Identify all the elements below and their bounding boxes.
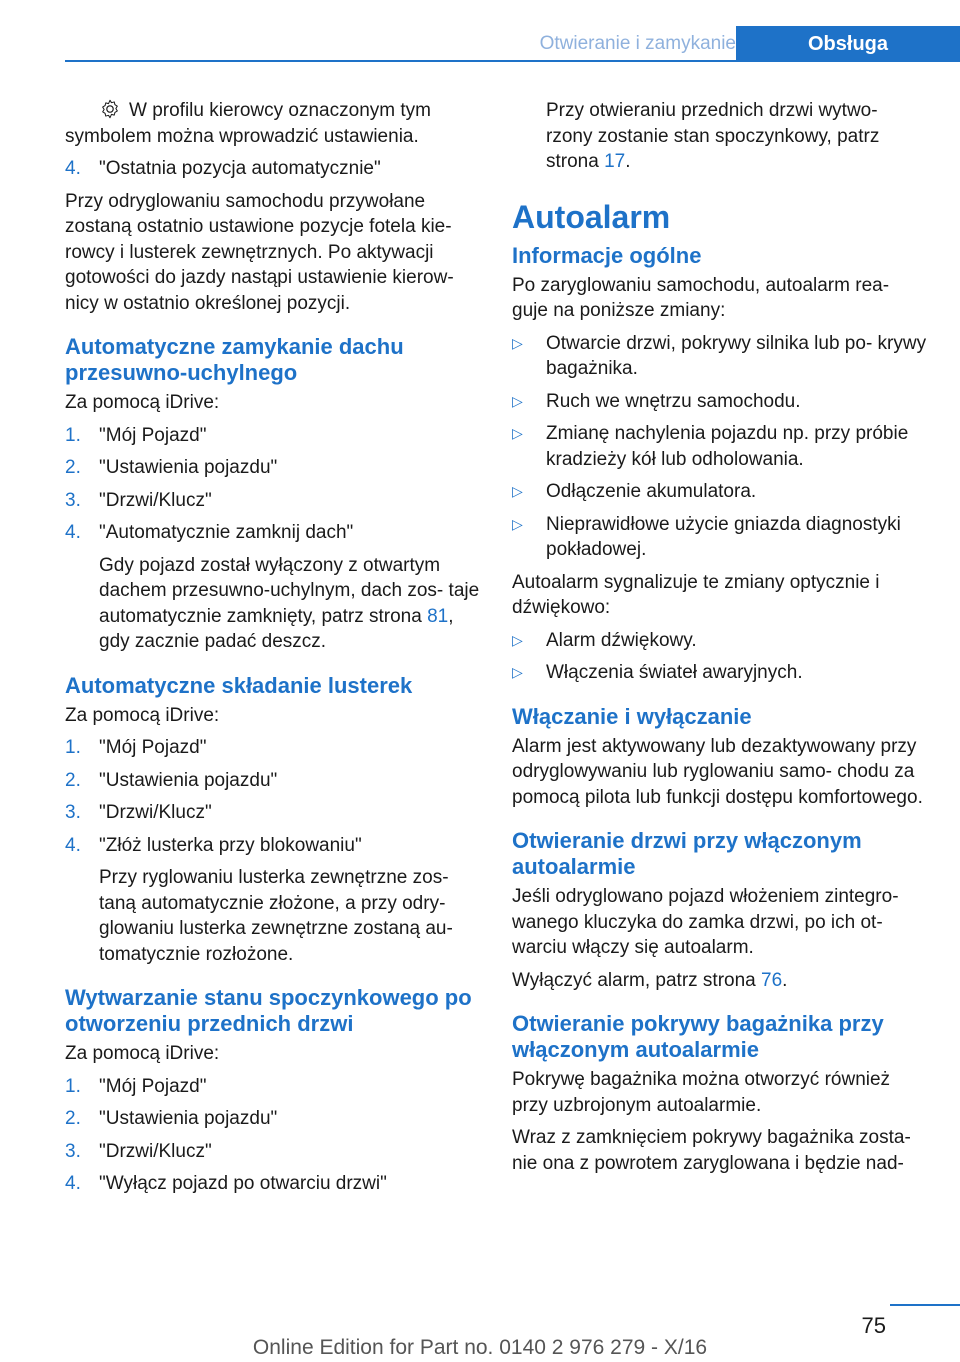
section-heading: Otwieranie pokrywy bagażnika przy włączonym autoalarmie [512, 1011, 884, 1062]
list-text: "Ustawienia pojazdu" [99, 769, 278, 791]
intro-paragraph [65, 98, 480, 149]
bullet-text: Alarm dźwiękowy. [546, 629, 697, 651]
note-text: Gdy pojazd został wyłączony z otwartym dachem przesuwno-uchylnym, dach zos‐ taje automatycznie zamknięty, patrz strona [99, 554, 480, 627]
list-number: 2. [65, 1108, 81, 1129]
list-text: "Drzwi/Klucz" [99, 1140, 212, 1162]
section-heading: Wytwarzanie stanu spoczynkowego po otworzeniu przednich drzwi [65, 985, 472, 1036]
paragraph: Pokrywę bagażnika można otworzyć również przy uzbrojonym autoalarmie. [512, 1069, 891, 1116]
left-column [65, 98, 480, 1204]
list-item [65, 156, 480, 182]
list-item [65, 1139, 480, 1165]
gear-icon [99, 98, 121, 120]
bullet-item [512, 421, 927, 472]
step-note [512, 98, 927, 175]
list-item [65, 455, 480, 481]
list-item [65, 768, 480, 794]
list-number: 1. [65, 424, 81, 446]
list-number: 3. [65, 1140, 81, 1162]
note-text: . [625, 151, 631, 172]
note-text: Przy otwieraniu przednich drzwi wytwo‐ rzony zostanie stan spoczynkowy, patrz strona [546, 100, 880, 172]
list-item [65, 488, 480, 514]
page-link[interactable]: 17 [604, 151, 626, 172]
section-heading: Automatyczne składanie lusterek [65, 672, 413, 698]
list-number: 1. [65, 737, 81, 758]
list-item [65, 520, 480, 546]
list-item [65, 1171, 480, 1197]
section-heading: Włączanie i wyłączanie [512, 703, 752, 729]
bullet-text: Nieprawidłowe użycie gniazda diagnostyki pokładowej. [546, 513, 901, 560]
list-number: 2. [65, 457, 81, 478]
bullet-item [512, 389, 927, 415]
list-text: "Ustawienia pojazdu" [99, 1108, 278, 1129]
page-number: 75 [861, 1313, 886, 1338]
section-heading: Otwieranie drzwi przy włączonym autoalarmie [512, 828, 862, 879]
lead-text: Za pomocą iDrive: [65, 704, 220, 726]
bullet-icon: ▷ [512, 425, 523, 441]
list-number: 4. [65, 1173, 81, 1194]
bullet-item [512, 331, 927, 382]
bullet-icon: ▷ [512, 334, 523, 351]
bullet-icon: ▷ [512, 631, 523, 648]
intro-text: W profilu kierowcy oznaczonym tym symbolem można wprowadzić ustawienia. [65, 100, 431, 147]
list-text: "Mój Pojazd" [99, 1075, 207, 1097]
bullet-icon: ▷ [512, 392, 523, 409]
bullet-icon: ▷ [512, 664, 523, 680]
bullet-text: Odłączenie akumulatora. [546, 481, 757, 502]
lead-text: Za pomocą iDrive: [65, 392, 220, 413]
page-link[interactable]: 81 [427, 605, 449, 627]
list-text: "Mój Pojazd" [99, 424, 207, 446]
bullet-icon: ▷ [512, 483, 523, 499]
list-number: 4. [65, 158, 81, 179]
paragraph: Autoalarm sygnalizuje te zmiany optycznie i dźwiękowo: [512, 571, 880, 618]
list-text: "Drzwi/Klucz" [99, 802, 212, 823]
header-chapter-tab: Obsługa [736, 26, 960, 62]
paragraph [512, 968, 927, 994]
list-text: "Ustawienia pojazdu" [99, 457, 278, 478]
bullet-item [512, 660, 927, 686]
list-number: 3. [65, 802, 81, 823]
bullet-item [512, 628, 927, 654]
page-header [0, 26, 960, 62]
bullet-item [512, 512, 927, 563]
header-rule [65, 60, 736, 62]
paragraph: Wraz z zamknięciem pokrywy bagażnika zosta‐ nie ona z powrotem zaryglowana i będzie nad‐ [512, 1127, 911, 1174]
list-number: 3. [65, 489, 81, 511]
bullet-text: Zmianę nachylenia pojazdu np. przy próbie kradzieży kół lub odholowania. [546, 423, 909, 470]
paragraph: Alarm jest aktywowany lub dezaktywowany przy odryglowywaniu lub ryglowaniu samo‐ chodu za pomocą pilota lub funkcji dostępu komfortowego. [512, 735, 923, 808]
paragraph: Przy odryglowaniu samochodu przywołane zostaną ostatnio ustawione pozycje fotela kie‐ rowcy i lusterek zewnętrznych. Po aktywacji gotowości do jazdy nastąpi ustawienie kierow‐ nicy w ostatnio określonej pozycji. [65, 190, 454, 314]
paragraph-text: . [782, 969, 788, 991]
bullet-text: Otwarcie drzwi, pokrywy silnika lub po‐ krywy bagażnika. [546, 332, 927, 379]
list-number: 4. [65, 834, 81, 856]
bullet-item [512, 479, 927, 505]
page-link[interactable]: 76 [761, 969, 783, 991]
section-heading: Informacje ogólne [512, 242, 702, 268]
list-item [65, 800, 480, 826]
bullet-text: Włączenia świateł awaryjnych. [546, 662, 803, 683]
paragraph: Jeśli odryglowano pojazd włożeniem zintegro‐ wanego kluczyka do zamka drzwi, po ich ot‐ warciu włączy się autoalarm. [512, 886, 899, 958]
paragraph-text: Wyłączyć alarm, patrz strona [512, 969, 762, 991]
paragraph: Po zaryglowaniu samochodu, autoalarm rea‐ guje na poniższe zmiany: [512, 274, 890, 321]
bullet-icon: ▷ [512, 515, 523, 532]
list-item [65, 423, 480, 449]
step-note: Przy ryglowaniu lusterka zewnętrzne zos‐ taną automatycznie złożone, a przy odry‐ glowaniu lusterka zewnętrzne zostaną au‐ tomatycznie rozłożone. [99, 867, 453, 965]
header-section-title: Otwieranie i zamykanie [539, 33, 736, 54]
list-text: "Mój Pojazd" [99, 737, 207, 758]
list-text: "Automatycznie zamknij dach" [99, 522, 354, 543]
list-number: 4. [65, 522, 81, 543]
footer-rule [890, 1304, 960, 1306]
section-heading: Automatyczne zamykanie dachu przesuwno-uchylnego [65, 334, 404, 385]
list-item [65, 1106, 480, 1132]
list-number: 1. [65, 1075, 81, 1097]
list-item [65, 1074, 480, 1100]
bullet-text: Ruch we wnętrzu samochodu. [546, 390, 801, 412]
list-text: "Ostatnia pozycja automatycznie" [99, 158, 381, 179]
list-item [65, 735, 480, 761]
list-text: "Złóż lusterka przy blokowaniu" [99, 834, 362, 856]
list-item [65, 833, 480, 859]
list-number: 2. [65, 769, 81, 791]
chapter-heading: Autoalarm [512, 198, 671, 235]
list-text: "Wyłącz pojazd po otwarciu drzwi" [99, 1173, 387, 1194]
note-text: , gdy zacznie padać deszcz. [99, 605, 454, 652]
right-column [512, 98, 927, 1183]
list-text: "Drzwi/Klucz" [99, 489, 212, 511]
lead-text: Za pomocą iDrive: [65, 1043, 220, 1064]
step-note [65, 553, 480, 655]
footer-edition: Online Edition for Part no. 0140 2 976 279 - X/16 [252, 1336, 708, 1359]
